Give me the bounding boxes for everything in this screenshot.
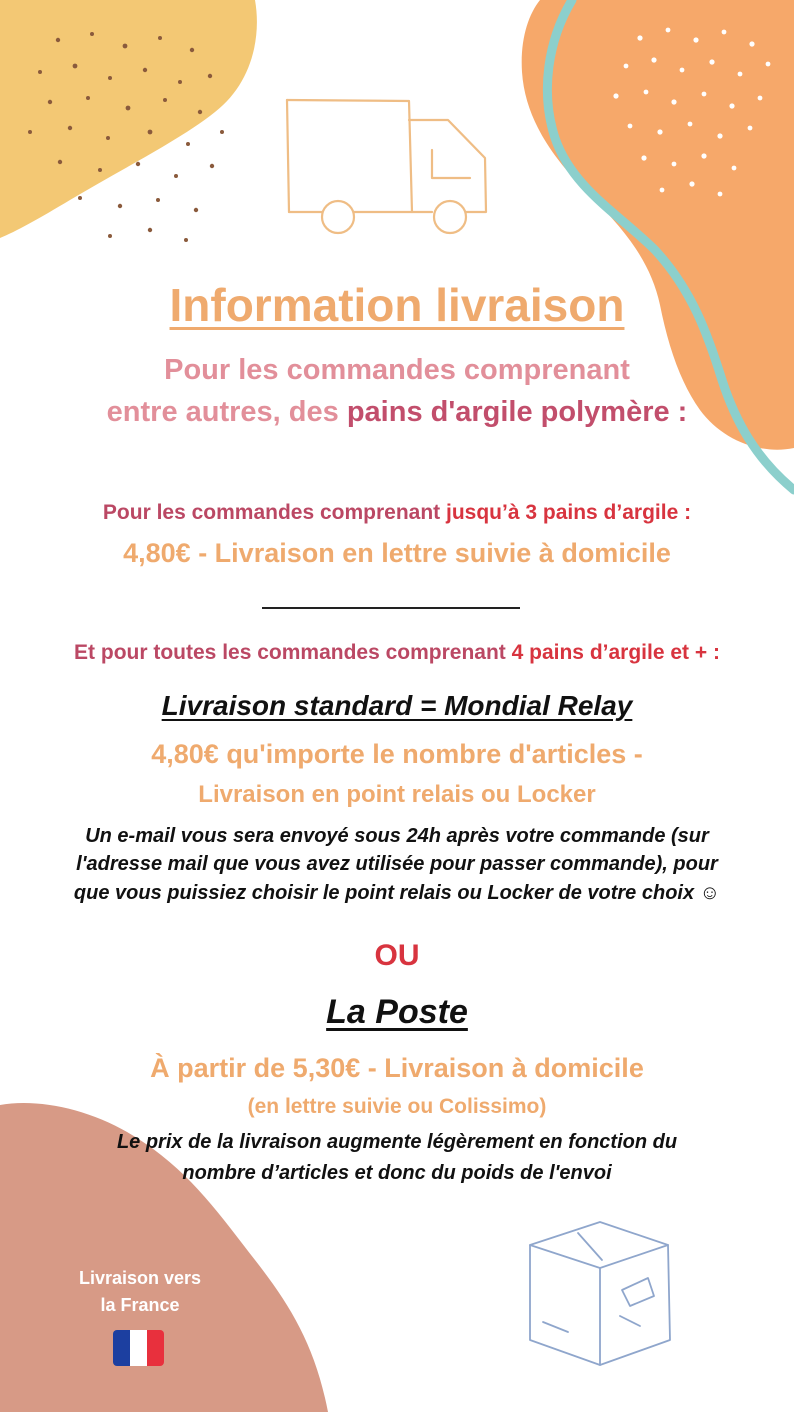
intro-line-2-highlight: pains d'argile polymère :: [346, 396, 688, 428]
intro-line-2: [0, 396, 794, 429]
flag-stripe-white: [130, 1330, 147, 1366]
mondial-relay-sub: Livraison en point relais ou Locker: [198, 781, 596, 808]
small-order-heading: [0, 501, 794, 525]
laposte-sub: (en lettre suivie ou Colissimo): [247, 1095, 547, 1118]
small-order-heading-start: Pour les commandes comprenant: [102, 501, 447, 524]
flag-stripe-red: [147, 1330, 164, 1366]
intro-line-2-start: entre autres, des: [106, 396, 347, 428]
small-order-heading-highlight: jusqu’à 3 pains d’argile :: [446, 501, 692, 524]
parcel-box-icon: [530, 1222, 670, 1365]
laposte-price: À partir de 5,30€ - Livraison à domicile: [150, 1053, 644, 1083]
large-order-heading-start: Et pour toutes les commandes comprenant: [74, 641, 512, 664]
laposte-note-line-2: nombre d’articles et donc du poids de l'envoi: [182, 1162, 612, 1184]
laposte-note-line-1: Le prix de la livraison augmente légèrement en fonction du: [116, 1131, 678, 1153]
mondial-relay-title: Livraison standard = Mondial Relay: [161, 690, 633, 721]
mondial-note-line-2: l'adresse mail que vous avez utilisée pour passer commande), pour: [76, 853, 718, 875]
mondial-note-line-1: Un e-mail vous sera envoyé sous 24h après votre commande (sur: [85, 825, 709, 847]
truck-icon: [287, 100, 486, 233]
section-divider: [262, 607, 520, 609]
or-separator: OU: [374, 939, 420, 972]
france-flag-icon: [113, 1330, 164, 1366]
mondial-relay-price: 4,80€ qu'importe le nombre d'articles -: [151, 739, 643, 769]
footer-line-1: Livraison vers: [78, 1268, 202, 1288]
large-order-heading-highlight: 4 pains d’argile et + :: [511, 641, 720, 664]
mondial-note-line-3: que vous puissiez choisir le point relais ou Locker de votre choix ☺: [73, 882, 721, 904]
small-order-price: 4,80€ - Livraison en lettre suivie à domicile: [123, 538, 671, 568]
page-title: Information livraison: [169, 279, 625, 331]
footer-line-2: la France: [100, 1295, 180, 1315]
large-order-heading: [0, 641, 794, 665]
yellow-blob: [0, 0, 257, 238]
intro-line-1: Pour les commandes comprenant: [164, 354, 630, 386]
flag-stripe-blue: [113, 1330, 130, 1366]
laposte-title: La Poste: [326, 993, 468, 1031]
